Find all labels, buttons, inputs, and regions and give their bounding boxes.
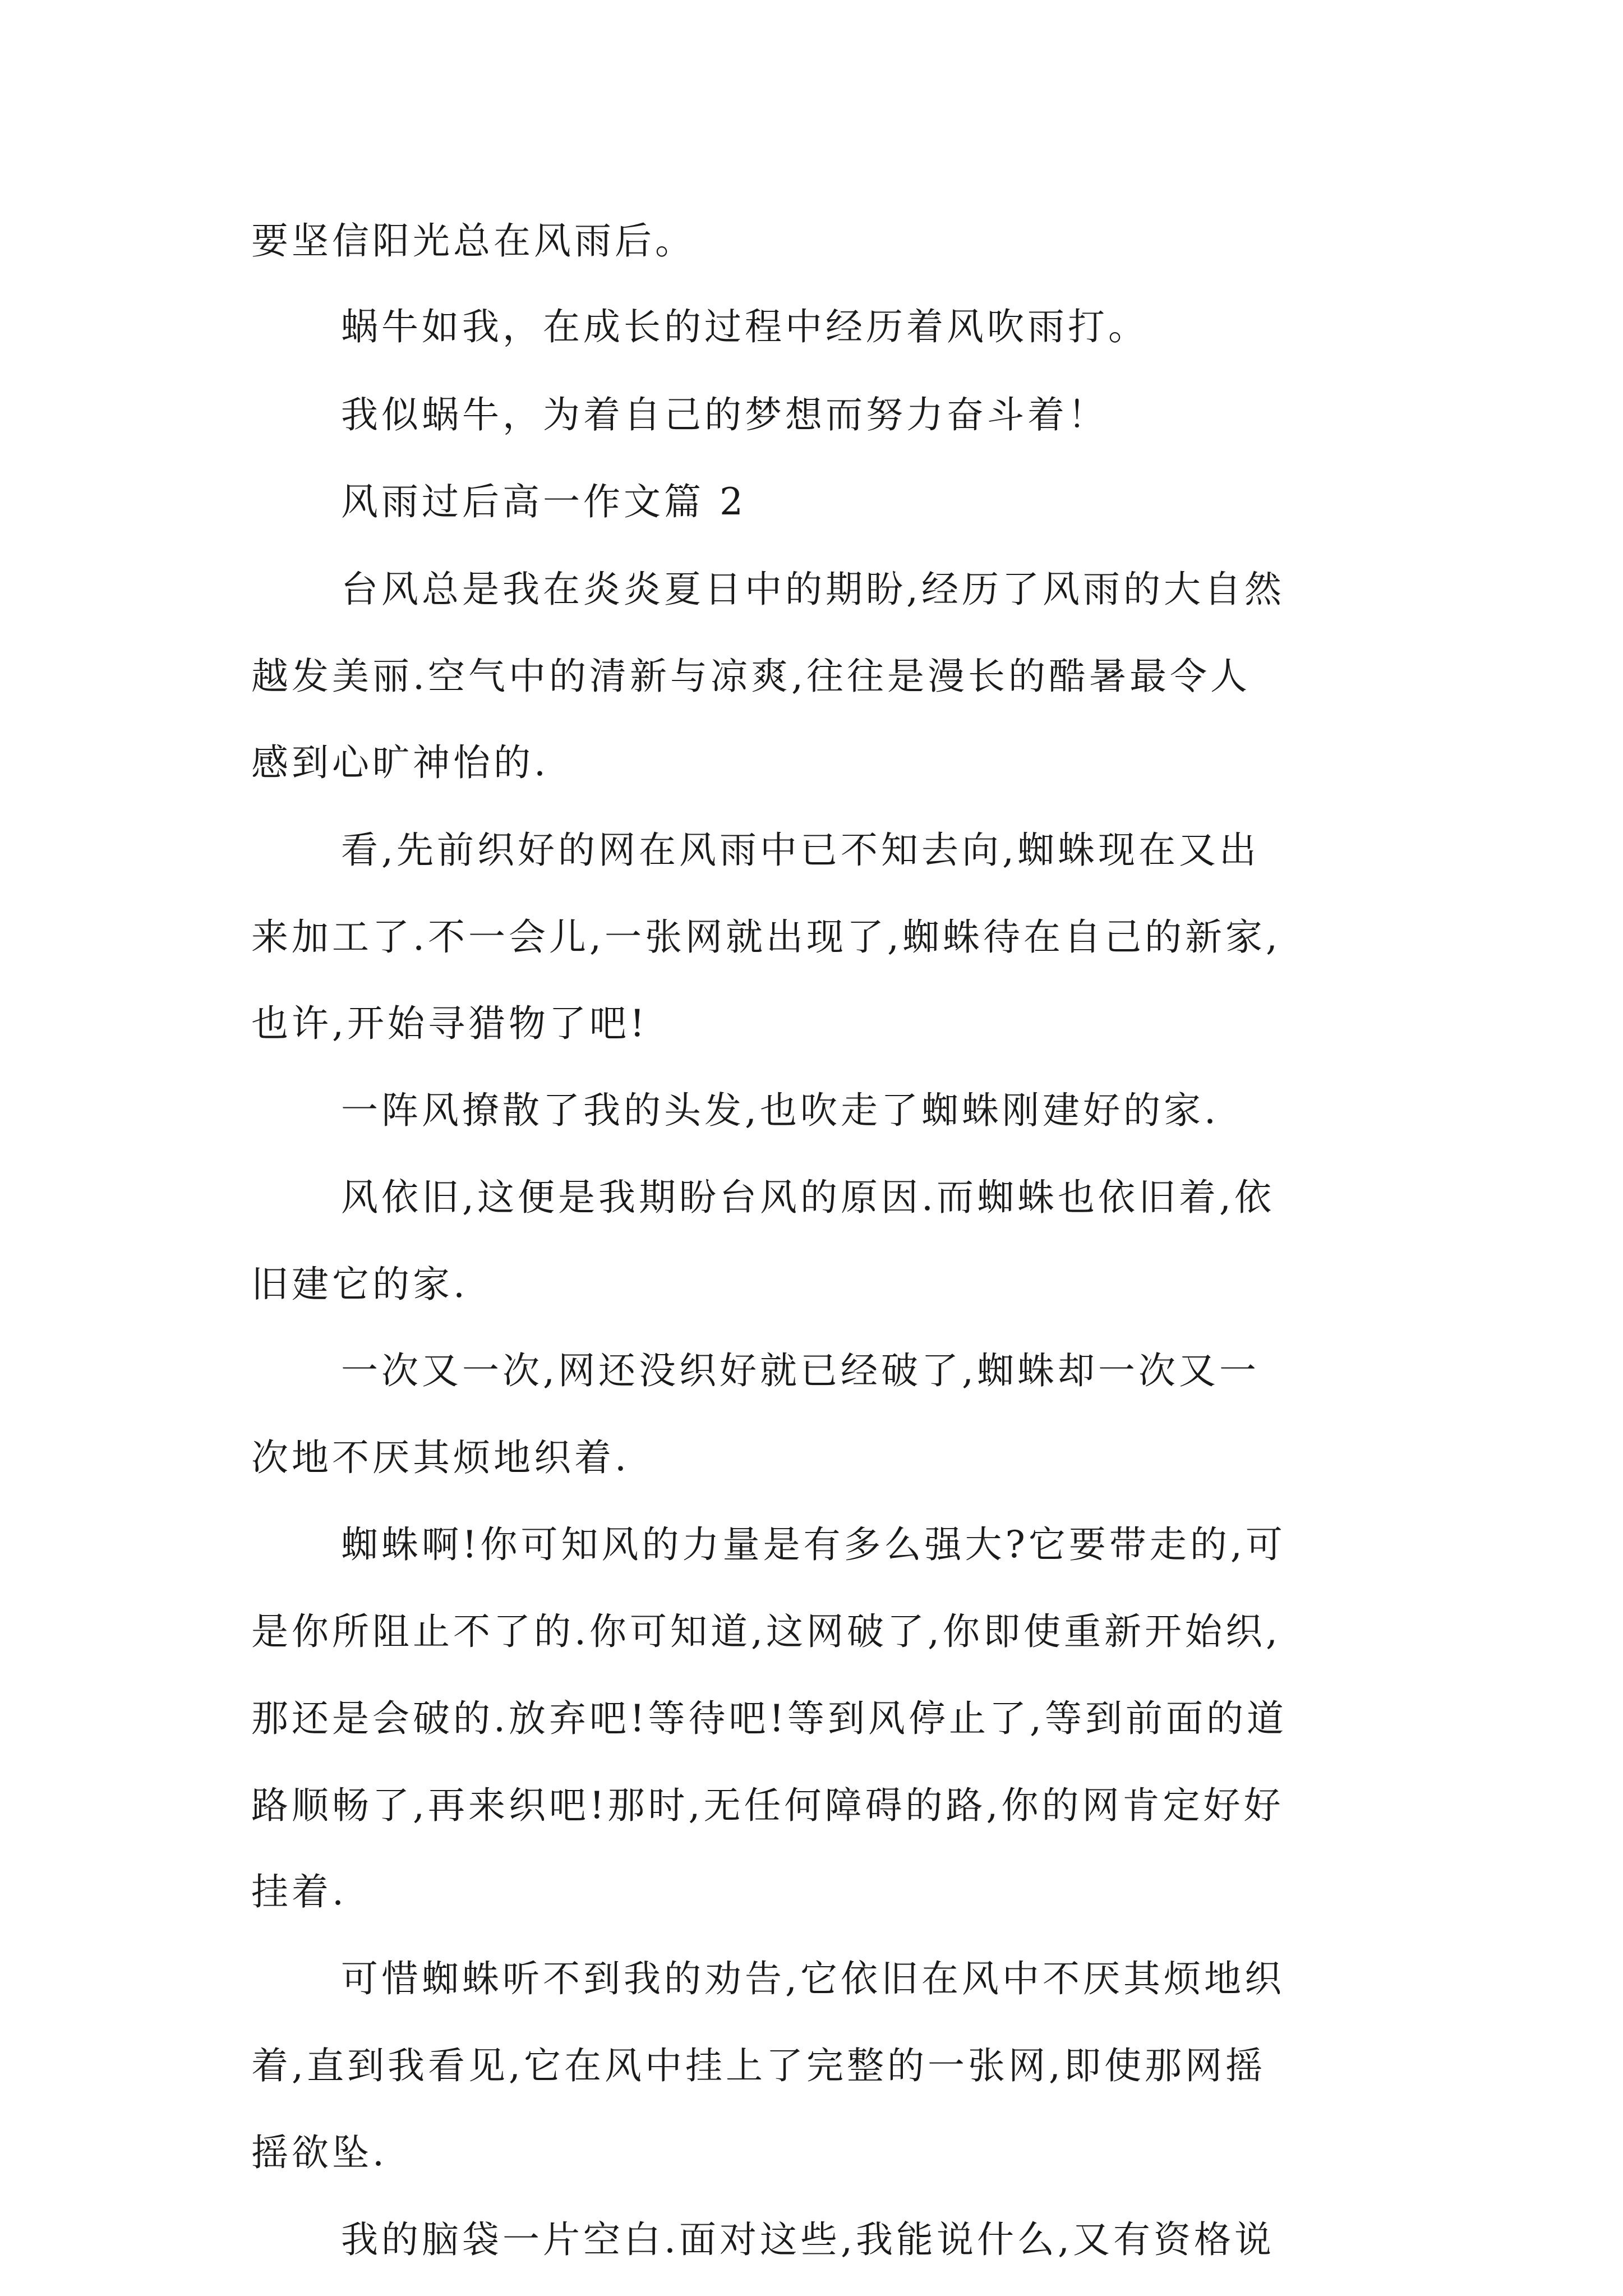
text-line: 也许,开始寻猎物了吧! [251, 1002, 648, 1045]
text-line: 越发美丽.空气中的清新与凉爽,往往是漫长的酷暑最令人 [251, 655, 1251, 698]
text-line: 摇欲坠. [251, 2131, 388, 2174]
paragraph-line: 我的脑袋一片空白.面对这些,我能说什么,又有资格说 [341, 2218, 1275, 2261]
paragraph-line: 一次又一次,网还没织好就已经破了,蜘蛛却一次又一 [341, 1349, 1260, 1392]
text-line: 着,直到我看见,它在风中挂上了完整的一张网,即使那网摇 [251, 2044, 1266, 2087]
text-line: 旧建它的家. [251, 1263, 468, 1306]
section-heading: 风雨过后高一作文篇 2 [341, 480, 746, 523]
text-line: 来加工了.不一会儿,一张网就出现了,蜘蛛待在自己的新家, [251, 915, 1281, 959]
text-line: 感到心旷神怡的. [251, 741, 549, 784]
paragraph-line: 我似蜗牛，为着自己的梦想而努力奋斗着！ [341, 393, 1108, 436]
paragraph-line: 一阵风撩散了我的头发,也吹走了蜘蛛刚建好的家. [341, 1089, 1219, 1132]
text-line: 挂着. [251, 1870, 347, 1913]
text-line: 次地不厌其烦地织着. [251, 1436, 630, 1479]
text-line: 要坚信阳光总在风雨后。 [251, 219, 695, 263]
text-line: 那还是会破的.放弃吧!等待吧!等到风停止了,等到前面的道 [251, 1697, 1288, 1740]
text-line: 是你所阻止不了的.你可知道,这网破了,你即使重新开始织, [251, 1610, 1281, 1653]
paragraph-line: 台风总是我在炎炎夏日中的期盼,经历了风雨的大自然 [341, 568, 1285, 611]
paragraph-line: 可惜蜘蛛听不到我的劝告,它依旧在风中不厌其烦地织 [341, 1957, 1285, 2000]
text-line: 路顺畅了,再来织吧!那时,无任何障碍的路,你的网肯定好好 [251, 1784, 1284, 1827]
paragraph-line: 蜘蛛啊!你可知风的力量是有多么强大?它要带走的,可 [341, 1523, 1286, 1566]
paragraph-line: 看,先前织好的网在风雨中已不知去向,蜘蛛现在又出 [341, 829, 1260, 872]
paragraph-line: 蜗牛如我，在成长的过程中经历着风吹雨打。 [341, 305, 1149, 348]
paragraph-line: 风依旧,这便是我期盼台风的原因.而蜘蛛也依旧着,依 [341, 1176, 1275, 1219]
